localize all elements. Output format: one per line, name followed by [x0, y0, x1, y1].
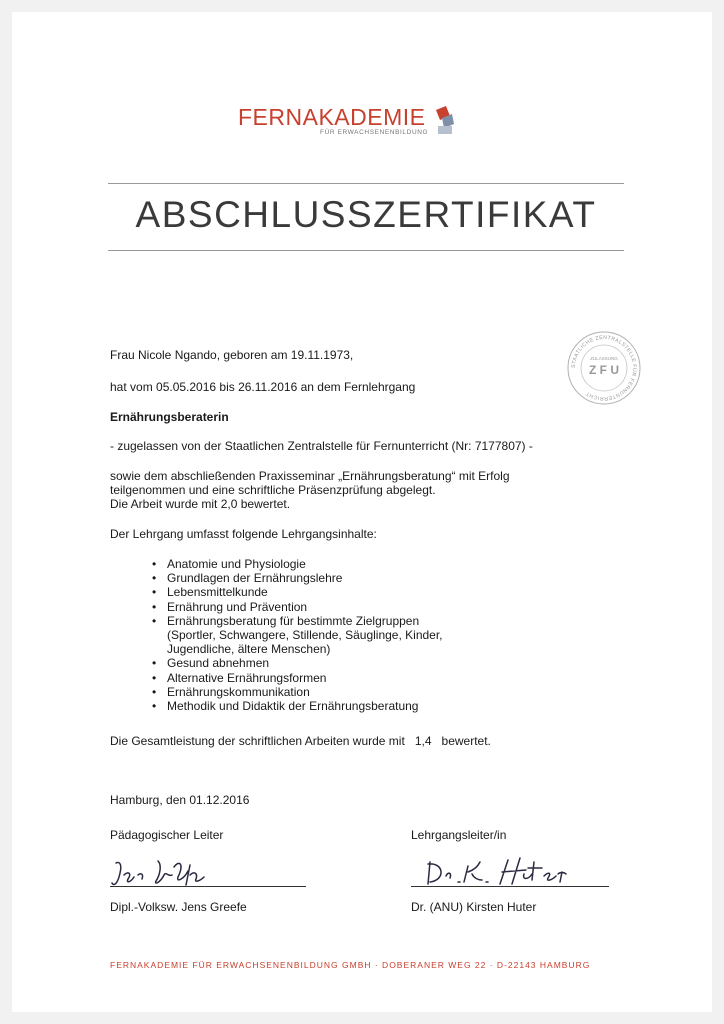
left-signatory-name: Dipl.-Volksw. Jens Greefe: [110, 900, 247, 914]
list-item: • Ernährungskommunikation: [152, 684, 310, 699]
left-signature-line: [110, 886, 306, 887]
fernakademie-logo: [238, 104, 478, 144]
overall-grade-line: Die Gesamtleistung der schriftlichen Arbeiten wurde mit 1,4 bewertet.: [110, 734, 491, 748]
list-item: • Ernährung und Prävention: [152, 599, 308, 614]
logo-mark-icon: [434, 106, 456, 140]
list-item: • Ernährungsberatung für bestimmte Zielgruppen (Sportler, Schwangere, Stillende, Säuglinge, Kinder, Jugendliche, ältere Menschen): [152, 613, 443, 657]
left-handwritten-signature: [110, 855, 220, 893]
overall-grade: 1,4: [414, 734, 432, 748]
course-period-line: hat vom 05.05.2016 bis 26.11.2016 an dem Fernlehrgang: [110, 380, 416, 394]
left-signatory-role: Pädagogischer Leiter: [110, 828, 224, 842]
footer-address: FERNAKADEMIE FÜR ERWACHSENENBILDUNG GMBH · DOBERANER WEG 22 · D-22143 HAMBURG: [110, 960, 591, 970]
course-name: Ernährungsberaterin: [110, 410, 229, 424]
right-signatory-name: Dr. (ANU) Kirsten Huter: [411, 900, 537, 914]
right-signature-line: [411, 886, 609, 887]
recipient-line: Frau Nicole Ngando, geboren am 19.11.1973,: [110, 348, 354, 362]
contents-intro: Der Lehrgang umfasst folgende Lehrgangsinhalte:: [110, 527, 377, 541]
seminar-line-1: sowie dem abschließenden Praxisseminar „Ernährungsberatung“ mit Erfolg: [110, 469, 510, 483]
seminar-line-2: teilgenommen und eine schriftliche Präsenzprüfung abgelegt.: [110, 483, 436, 497]
logo-tagline: FÜR ERWACHSENENBILDUNG: [320, 129, 429, 136]
page-title: ABSCHLUSSZERTIFIKAT: [135, 194, 597, 235]
svg-text:STAATLICHE ZENTRALSTELLE FÜR F: STAATLICHE ZENTRALSTELLE FÜR FERNUNTERRICHT: [570, 334, 638, 402]
svg-text:Z F U: Z F U: [589, 363, 619, 377]
list-item: • Alternative Ernährungsformen: [152, 670, 327, 685]
course-contents-list: [152, 557, 443, 713]
seminar-line-3: Die Arbeit wurde mit 2,0 bewertet.: [110, 497, 291, 511]
right-signatory-role: Lehrgangsleiter/in: [411, 828, 507, 842]
list-item-detail-2: Jugendliche, ältere Menschen): [167, 642, 331, 657]
place-date: Hamburg, den 01.12.2016: [110, 793, 250, 807]
list-item: • Methodik und Didaktik der Ernährungsberatung: [152, 699, 419, 714]
svg-text:ZULASSUNG: ZULASSUNG: [590, 356, 618, 361]
list-item: • Grundlagen der Ernährungslehre: [152, 571, 343, 586]
list-item: • Anatomie und Physiologie: [152, 557, 306, 571]
list-item: • Lebensmittelkunde: [152, 585, 268, 600]
title-rule-bottom: [108, 250, 624, 251]
list-item-detail-1: (Sportler, Schwangere, Stillende, Säuglinge, Kinder,: [167, 628, 443, 643]
title-rule-top: [108, 183, 624, 184]
list-item: • Gesund abnehmen: [152, 656, 270, 671]
approval-line: - zugelassen von der Staatlichen Zentralstelle für Fernunterricht (Nr: 7177807) -: [110, 439, 533, 453]
logo-wordmark: FERNAKADEMIE: [238, 104, 426, 130]
zfu-approval-seal: [566, 330, 642, 406]
